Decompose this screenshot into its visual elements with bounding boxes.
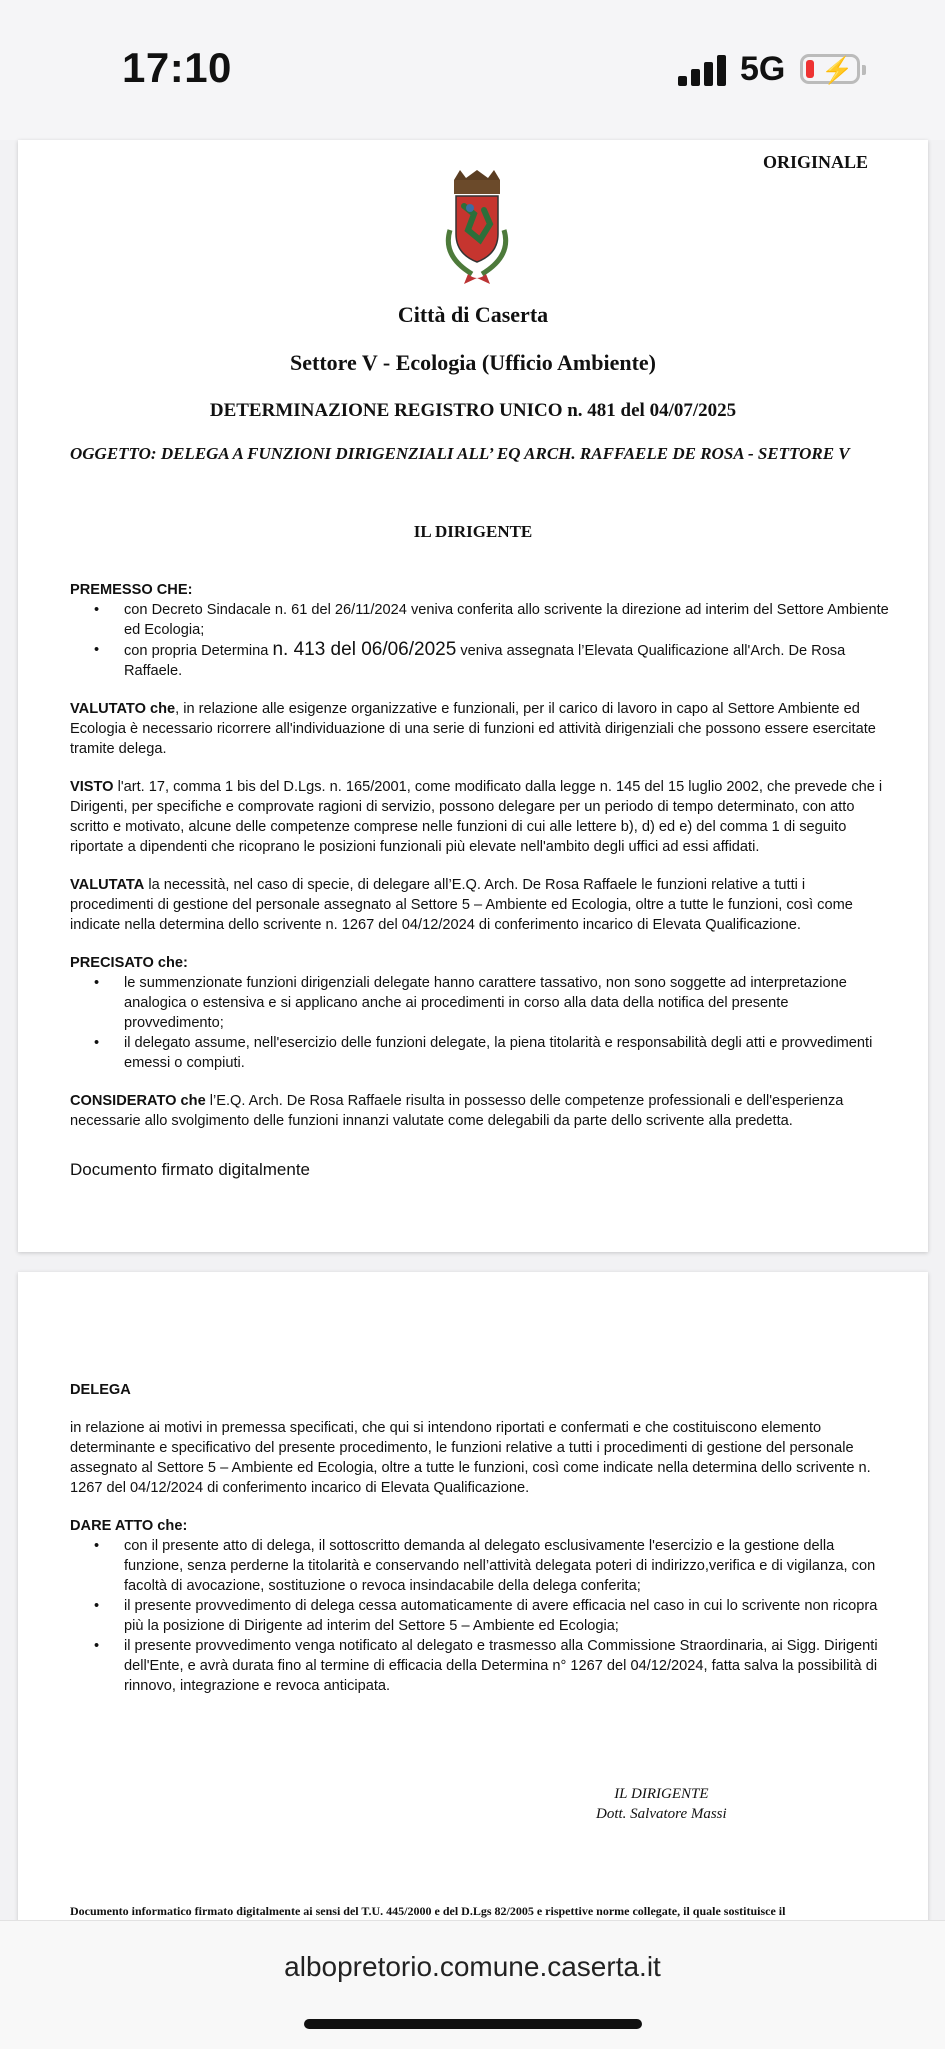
firmato-label: Documento firmato digitalmente: [70, 1160, 311, 1179]
delega-heading: DELEGA: [70, 1382, 131, 1398]
delega-paragraph: in relazione ai motivi in premessa specificati, che qui si intendono riportati e confermati e che costituiscono elemento determinante e specificativo del presente procedimento, le funzioni relative a tutti i procedimenti di gestione del personale assegnato al Settore 5 – Ambiente ed Ecologia, oltre a tutte le funzioni, così come indicate nella determina dello scrivente n. 1267 del 04/12/2024 di conferimento incarico di Elevata Qualificazione.: [70, 1420, 871, 1496]
document-body-1: [70, 580, 892, 1149]
dare-atto-list: [70, 1536, 892, 1696]
url-label[interactable]: albopretorio.comune.caserta.it: [284, 1951, 661, 1982]
document-page-1[interactable]: [18, 140, 928, 1252]
signature-title: IL DIRIGENTE: [614, 1786, 709, 1802]
list-item: • con il presente atto di delega, il sottoscritto demanda al delegato esclusivamente l'esercizio e la gestione della funzione, senza perderne la titolarità e conservando nell’attività delegata poteri di indirizzo,verifica e di vigilanza, con facoltà di avocazione, sostituzione o revoca insindacabile della delega conferita;: [70, 1536, 892, 1596]
signal-icon: [678, 54, 726, 86]
city-title: Città di Caserta: [397, 302, 549, 327]
considerato-paragraph: CONSIDERATO che l’E.Q. Arch. De Rosa Raffaele risulta in possesso delle competenze professionali e dell'esperienza necessarie allo svolgimento delle funzioni innanzi valutate come delegabili da parte dello scrivente alla predetta.: [70, 1093, 844, 1129]
valutata-paragraph: VALUTATA la necessità, nel caso di specie, di delegare all’E.Q. Arch. De Rosa Raffaele le funzioni relative a tutti i procedimenti di gestione del personale assegnato al Settore 5 – Ambiente ed Ecologia, oltre a tutte le funzioni, così come indicate nella determina dello scrivente n. 1267 del 04/12/2024 di conferimento incarico di Elevata Qualificazione.: [70, 877, 853, 933]
network-label: 5G: [740, 50, 786, 88]
valutato-paragraph: VALUTATO che, in relazione alle esigenze organizzative e funzionali, per il carico di lavoro in capo al Settore Ambiente ed Ecologia è necessario ricorrere all'individuazione di una serie di funzioni ed attività dirigenziali che possono essere esercitate tramite delega.: [70, 701, 876, 757]
battery-icon: ⚡: [800, 54, 860, 84]
document-page-2[interactable]: [18, 1272, 928, 1928]
signature-block: [596, 1784, 727, 1824]
settore-title: Settore V - Ecologia (Ufficio Ambiente): [290, 350, 656, 375]
dare-atto-heading: DARE ATTO che:: [70, 1518, 188, 1534]
oggetto-text: OGGETTO: DELEGA A FUNZIONI DIRIGENZIALI ALL’ EQ ARCH. RAFFAELE DE ROSA - SETTORE V: [70, 444, 850, 463]
originale-label: ORIGINALE: [762, 152, 868, 172]
home-indicator[interactable]: [304, 2019, 642, 2029]
footer-note: Documento informatico firmato digitalmente ai sensi del T.U. 445/2000 e del D.Lgs 82/2005 e rispettive norme collegate, il quale sostituisce il: [70, 1904, 786, 1918]
status-time: 17:10: [122, 44, 232, 91]
document-body-2: [70, 1380, 892, 1714]
determinazione-title: DETERMINAZIONE REGISTRO UNICO n. 481 del 04/07/2025: [209, 400, 737, 421]
il-dirigente-heading: IL DIRIGENTE: [413, 522, 533, 541]
precisato-heading: PRECISATO che:: [70, 955, 188, 971]
list-item: • con propria Determina n. 413 del 06/06/2025 veniva assegnata l’Elevata Qualificazione all'Arch. De Rosa Raffaele.: [70, 640, 892, 681]
list-item: • con Decreto Sindacale n. 61 del 26/11/2024 veniva conferita allo scrivente la direzione ad interim del Settore Ambiente ed Ecologia;: [70, 600, 892, 640]
premesso-heading: PREMESSO CHE:: [70, 582, 193, 598]
list-item: • le summenzionate funzioni dirigenziali delegate hanno carattere tassativo, non sono soggette ad interpretazione analogica o estensiva e si applicano anche ai procedimenti in corso alla data della notifica del presente provvedimento;: [70, 973, 892, 1033]
browser-bottom-bar: [0, 1920, 945, 2049]
signature-name: Dott. Salvatore Massi: [596, 1806, 727, 1822]
list-item: • il presente provvedimento di delega cessa automaticamente di avere efficacia nel caso in cui lo scrivente non ricopra più la posizione di Dirigente ad interim del Settore 5 – Ambiente ed Ecologia;: [70, 1596, 892, 1636]
precisato-list: [70, 973, 892, 1073]
coat-of-arms-icon: [434, 170, 520, 288]
premesso-list: [70, 600, 892, 681]
list-item: • il delegato assume, nell'esercizio delle funzioni delegate, la piena titolarità e responsabilità degli atti e provvedimenti emessi o compiuti.: [70, 1033, 892, 1073]
status-bar: [0, 0, 945, 140]
list-item: • il presente provvedimento venga notificato al delegato e trasmesso alla Commissione Straordinaria, ai Sigg. Dirigenti dell'Ente, e avrà durata fino al termine di efficacia della Determina n° 1267 del 04/12/2024, fatta salva la possibilità di rinnovo, integrazione e revoca anticipata.: [70, 1636, 892, 1696]
visto-paragraph: VISTO l'art. 17, comma 1 bis del D.Lgs. n. 165/2001, come modificato dalla legge n. 145 del 15 luglio 2002, che prevede che i Dirigenti, per specifiche e comprovate ragioni di servizio, possono delegare per un periodo di tempo determinato, con atto scritto e motivato, alcune delle competenze comprese nelle funzioni di cui alle lettere b), d) ed e) del comma 1 di seguito riportate a dipendenti che ricoprano le posizioni funzionali più elevate nell'ambito degli uffici ad essi affidati.: [70, 779, 883, 855]
